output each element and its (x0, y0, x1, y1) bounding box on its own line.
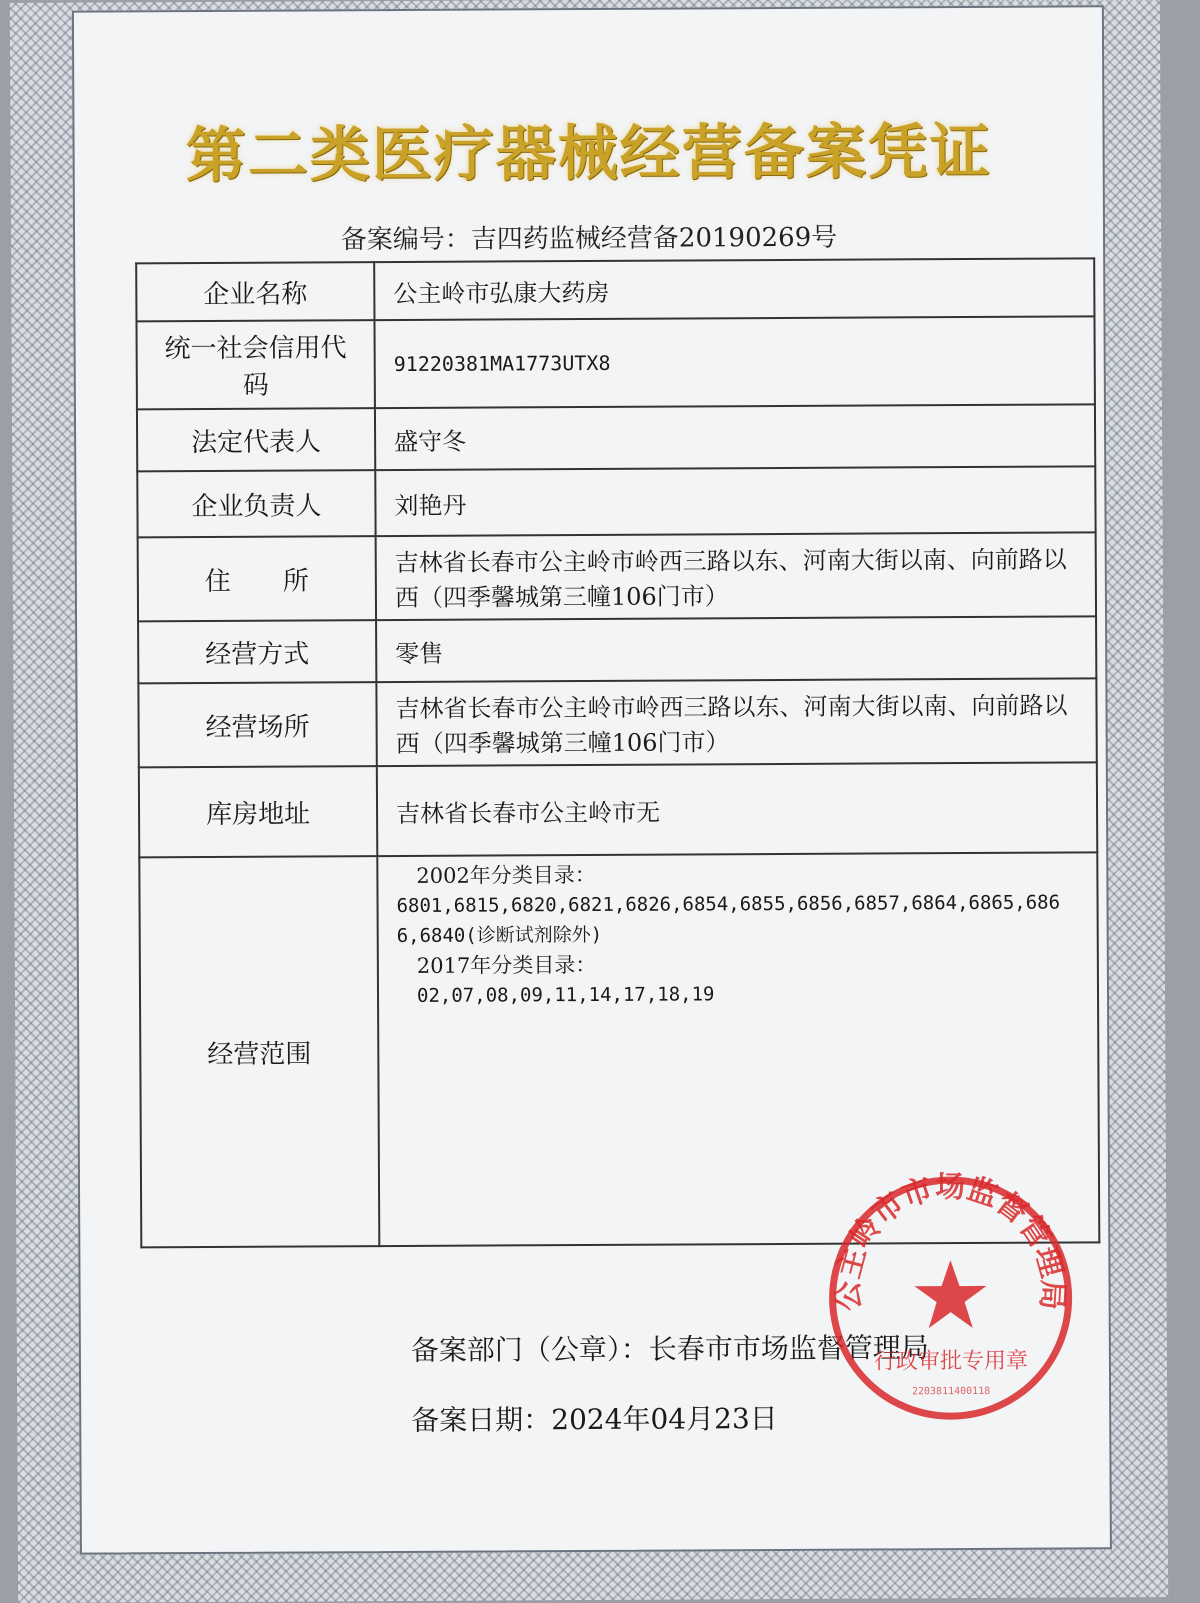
catalog-2017-codes: 02,07,08,09,11,14,17,18,19 (416, 983, 715, 1007)
table-row (139, 762, 1097, 857)
info-table (135, 257, 1100, 1248)
field-label: 库房地址 (139, 766, 377, 857)
credit-code-value: 91220381MA1773UTX8 (374, 316, 1094, 408)
official-seal-stamp (820, 1167, 1081, 1428)
field-label: 企业负责人 (137, 470, 375, 537)
filing-date: 备案日期：2024年04月23日 (411, 1402, 778, 1437)
field-label: 经营场所 (138, 682, 376, 767)
seal-inner-text: 行政审批专用章 (873, 1348, 1029, 1375)
field-label: 住 所 (138, 536, 376, 621)
table-row (137, 466, 1095, 537)
certificate-title: 第二类医疗器械经营备案凭证 (185, 116, 992, 192)
field-label: 法定代表人 (137, 408, 375, 471)
field-label: 统一社会信用代码 (136, 320, 374, 409)
company-name-value: 公主岭市弘康大药房 (374, 258, 1094, 320)
filing-department: 备案部门（公章）：长春市市场监督管理局 (410, 1331, 929, 1367)
record-number: 备案编号：吉四药监械经营备20190269号 (340, 222, 838, 256)
star-icon (914, 1260, 986, 1328)
table-row (138, 678, 1096, 767)
business-mode-value: 零售 (376, 616, 1096, 682)
certificate-inner-frame (72, 5, 1112, 1554)
catalog-2017-title: 2017年分类目录： (416, 952, 597, 978)
table-row (138, 532, 1096, 621)
table-row (138, 616, 1096, 683)
table-row (136, 258, 1094, 321)
catalog-2002-codes: 6801,6815,6820,6821,6826,6854,6855,6856,6857,6864,6865,6866,6840(诊断试剂除外) (396, 891, 1061, 948)
field-label: 经营方式 (138, 620, 376, 683)
manager-value: 刘艳丹 (375, 466, 1095, 536)
business-premises-value: 吉林省长春市公主岭市岭西三路以东、河南大街以南、向前路以西（四季馨城第三幢106门市） (376, 678, 1096, 766)
seal-outer-text: 公主岭市市场监督管理局 (830, 1169, 1071, 1313)
field-label: 经营范围 (139, 856, 379, 1247)
table-row (137, 404, 1095, 471)
field-label: 企业名称 (136, 262, 374, 321)
seal-serial: 2203811400118 (911, 1385, 991, 1398)
residence-value: 吉林省长春市公主岭市岭西三路以东、河南大街以南、向前路以西（四季馨城第三幢106门市） (376, 532, 1096, 620)
legal-rep-value: 盛守冬 (375, 404, 1095, 470)
certificate-page (10, 0, 1168, 1603)
catalog-2002-title: 2002年分类目录： (416, 862, 596, 888)
table-row (136, 316, 1094, 409)
warehouse-address-value: 吉林省长春市公主岭市无 (377, 762, 1097, 856)
